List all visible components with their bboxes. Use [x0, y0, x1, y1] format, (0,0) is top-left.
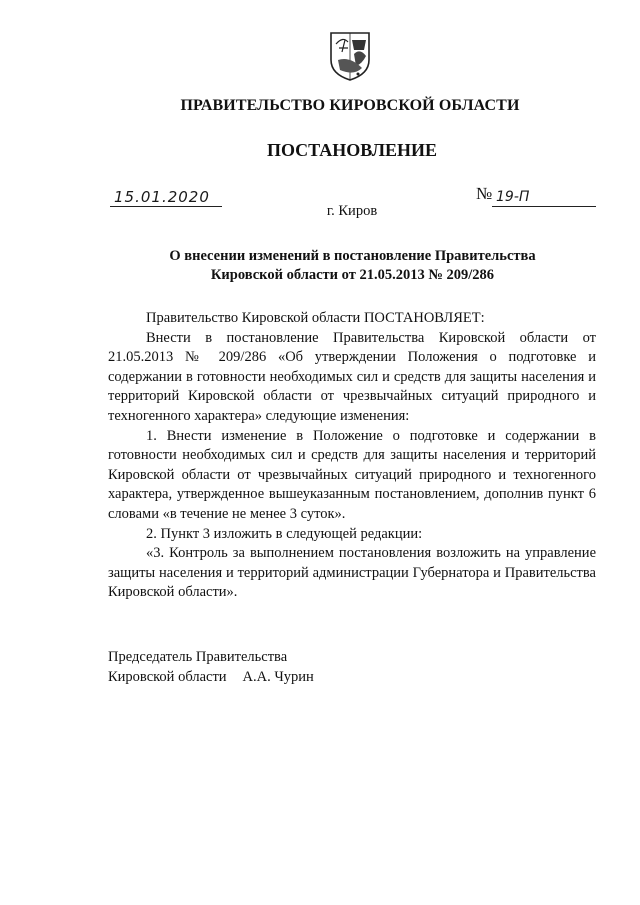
number-label: № — [476, 184, 493, 203]
signatory-title-line: Кировской области — [108, 669, 227, 685]
organization-heading: ПРАВИТЕЛЬСТВО КИРОВСКОЙ ОБЛАСТИ — [180, 97, 520, 114]
document-date: 15.01.2020 — [110, 188, 222, 207]
document-number: 19-П — [492, 188, 596, 207]
subject-line: Кировской области от 21.05.2013 № 209/286 — [210, 267, 495, 283]
document-type-heading: ПОСТАНОВЛЕНИЕ — [266, 140, 438, 160]
document-body — [108, 309, 596, 603]
city: г. Киров — [326, 203, 378, 219]
document-subject — [110, 247, 595, 285]
item-1-paragraph: 1. Внести изменение в Положение о подготовке и содержании в готовности необходимых сил и средств для защиты населения и территорий Кировской области от чрезвычайных ситуаций природного и техногенного характера, утвержденное вышеуказанным постановлением, дополнив пункт 6 словами «в течение не менее 3 суток». — [108, 427, 596, 522]
signatory-name: А.А. Чурин — [242, 669, 314, 685]
preamble: Правительство Кировской области ПОСТАНОВЛЯЕТ: — [146, 310, 485, 326]
signature-block — [108, 647, 314, 687]
intro-paragraph: Внести в постановление Правительства Кировской области от 21.05.2013 № 209/286 «Об утверждении Положения о подготовке и содержании в готовности необходимых сил и средств для защиты населения и территорий Кировской области от чрезвычайных ситуаций природного и техногенного характера» следующие изменения: — [108, 329, 596, 424]
signatory-title-line: Председатель Правительства — [108, 649, 288, 665]
subject-line: О внесении изменений в постановление Правительства — [169, 248, 536, 264]
item-2-text-paragraph: «3. Контроль за выполнением постановления возложить на управление защиты населения и территорий администрации Губернатора и Правительства Кировской области». — [108, 545, 596, 601]
item-2-paragraph: 2. Пункт 3 изложить в следующей редакции: — [146, 525, 423, 542]
coat-of-arms-emblem — [328, 30, 372, 82]
